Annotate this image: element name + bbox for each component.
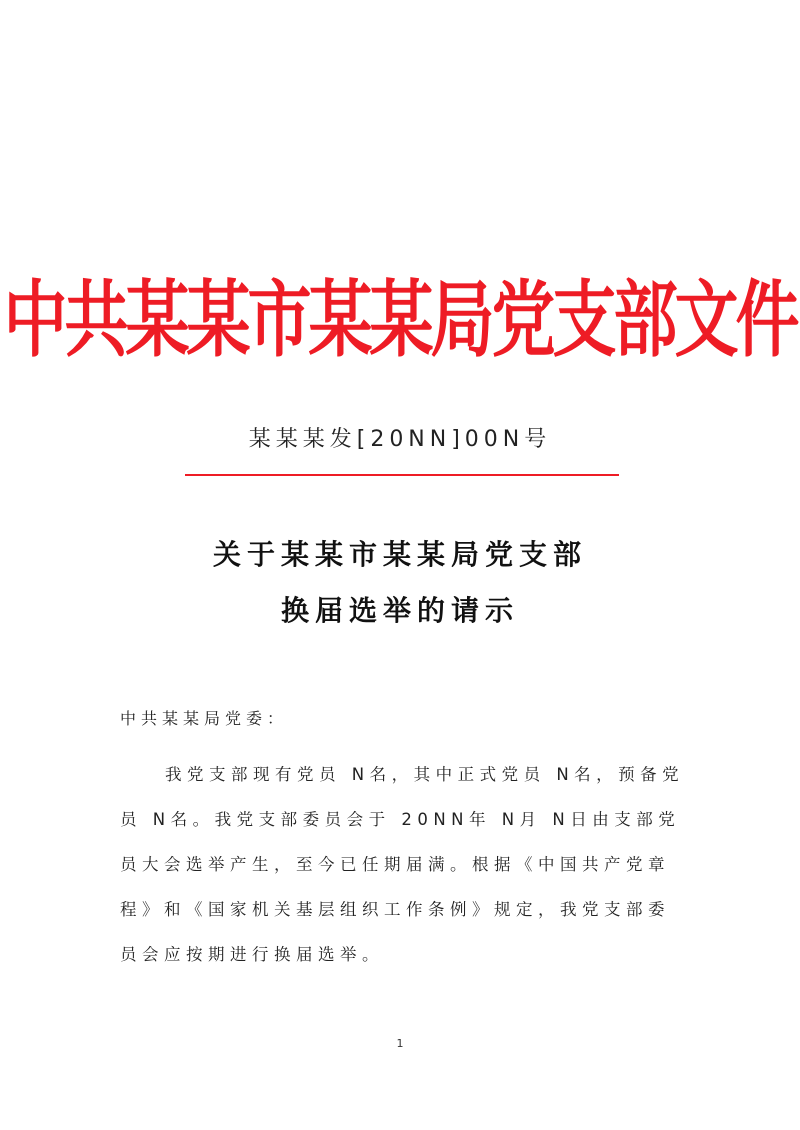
document-title-line-2: 换届选举的请示 bbox=[280, 594, 519, 627]
salutation: 中共某某局党委： bbox=[120, 709, 289, 728]
page-number: 1 bbox=[396, 1037, 404, 1050]
body-line: 我党支部现有党员 N名，其中正式党员 N名，预备党 bbox=[165, 765, 685, 784]
body-line: 程》和《国家机关基层组织工作条例》规定，我党支部委 bbox=[120, 900, 670, 919]
body-line: 员 N名。我党支部委员会于 20NN年 N月 N日由支部党 bbox=[120, 810, 681, 829]
red-header-title: 中共某某市某某局党支部文件 bbox=[3, 272, 797, 370]
body-line: 员会应按期进行换届选举。 bbox=[120, 945, 384, 964]
red-divider-line bbox=[185, 474, 619, 476]
document-number: 某某某发[20NN]00N号 bbox=[248, 427, 552, 452]
body-line: 员大会选举产生，至今已任期届满。根据《中国共产党章 bbox=[120, 855, 670, 874]
document-title-line-1: 关于某某市某某局党支部 bbox=[212, 538, 587, 571]
